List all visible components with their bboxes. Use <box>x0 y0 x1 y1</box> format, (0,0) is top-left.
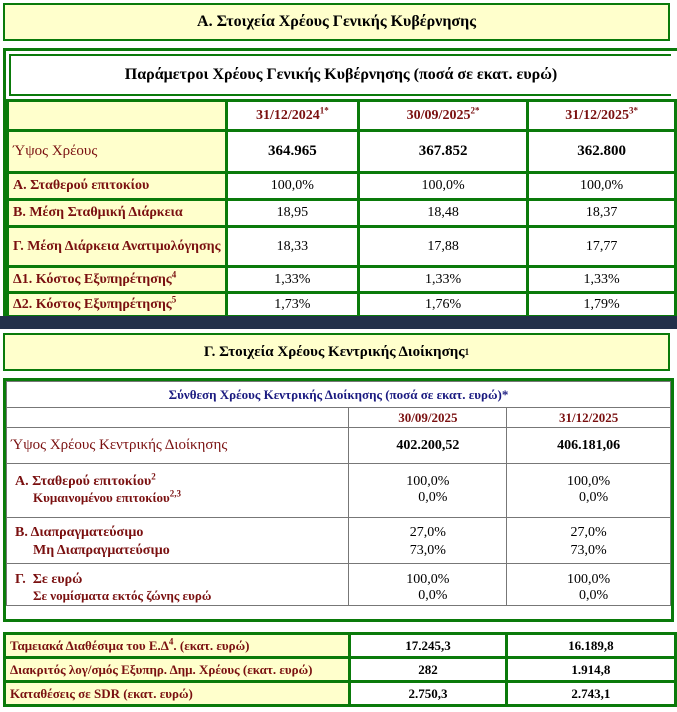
row-label: Ταμειακά Διαθέσιμα του $E.\Delta^4$. (εκατ. ευρώ) <box>5 634 350 658</box>
table-row <box>7 464 671 518</box>
general-government-table-title <box>9 54 671 96</box>
value-cell: 18,95 <box>226 200 358 227</box>
table-header-row <box>8 101 676 131</box>
value-cell: 17,88 <box>358 227 527 267</box>
value-cell: 27,0% 73,0% <box>349 518 507 564</box>
value-cell: 27,0% 73,0% <box>507 518 671 564</box>
value-cell: 364.965 <box>226 131 358 173</box>
table-row <box>8 131 676 173</box>
row-label: Ύψος Χρέους Κεντρικής Διοίκησης <box>7 428 349 464</box>
central-administration-debt-panel <box>3 378 674 622</box>
table-caption-row <box>7 382 671 408</box>
value-cell: 367.852 <box>358 131 527 173</box>
row-label: Καταθέσεις σε SDR (εκατ. ευρώ) <box>5 682 350 706</box>
value-cell: 1,79% <box>528 293 676 317</box>
central-administration-debt-table <box>6 381 671 606</box>
value-cell: 2.750,3 <box>350 682 506 706</box>
value-cell: 100,0% <box>528 173 676 200</box>
table-row <box>8 293 676 317</box>
section-a-title <box>3 3 670 41</box>
column-header-2: 31/12/2025 <box>507 408 671 428</box>
table-row <box>7 564 671 606</box>
header-empty-cell <box>7 408 349 428</box>
value-cell: 100,0% 0,0% <box>349 464 507 518</box>
column-header-1: $31/12/2024^{1*}$ <box>226 101 358 131</box>
general-government-table-title-text: Παράμετροι Χρέους Γενικής Κυβέρνησης (ποσά σε εκατ. ευρώ) <box>124 66 558 83</box>
table-row <box>8 227 676 267</box>
value-cell: 100,0% 0,0% <box>349 564 507 606</box>
value-cell: 1,33% <box>226 267 358 293</box>
column-header-3: $31/12/2025^{3*}$ <box>528 101 676 131</box>
row-label: Ύψος Χρέους <box>8 131 227 173</box>
table-row <box>5 682 676 706</box>
row-label: Α. Σταθερού επιτοκίου <box>8 173 227 200</box>
row-label: Β. Μέση Σταθμική Διάρκεια <box>8 200 227 227</box>
row-label: Διακριτός λογ/σμός Εξυπηρ. Δημ. Χρέους (εκατ. ευρώ) <box>5 658 350 682</box>
row-label: Γ. Μέση Διάρκεια Ανατιμολόγησης <box>8 227 227 267</box>
column-header-1: 30/09/2025 <box>349 408 507 428</box>
value-cell: 1,33% <box>528 267 676 293</box>
general-government-debt-table <box>6 99 677 318</box>
value-cell: 1.914,8 <box>506 658 675 682</box>
table-header-row <box>7 408 671 428</box>
general-government-debt-panel <box>3 48 677 316</box>
row-label: Δ1. Κόστος Εξυπηρέτησης$^4$ <box>8 267 227 293</box>
value-cell: 16.189,8 <box>506 634 675 658</box>
value-cell: 282 <box>350 658 506 682</box>
row-label: Β. Διαπραγματεύσιμο Μη Διαπραγματεύσιμο <box>7 518 349 564</box>
value-cell: 402.200,52 <box>349 428 507 464</box>
table-row <box>8 267 676 293</box>
value-cell: 406.181,06 <box>507 428 671 464</box>
value-cell: 17,77 <box>528 227 676 267</box>
value-cell: 17.245,3 <box>350 634 506 658</box>
value-cell: 1,73% <box>226 293 358 317</box>
section-a-title-text: Α. Στοιχεία Χρέους Γενικής Κυβέρνησης <box>197 13 476 30</box>
value-cell: 100,0% 0,0% <box>507 564 671 606</box>
value-cell: 362.800 <box>528 131 676 173</box>
value-cell: 100,0% <box>226 173 358 200</box>
value-cell: 18,33 <box>226 227 358 267</box>
row-label: Γ. Σε ευρώ Σε νομίσματα εκτός ζώνης ευρώ <box>7 564 349 606</box>
header-empty-cell <box>8 101 227 131</box>
value-cell: 100,0% <box>358 173 527 200</box>
row-label: Δ2. Κόστος Εξυπηρέτησης$^5$ <box>8 293 227 317</box>
section-g-title-text: Γ. Στοιχεία Χρέους Κεντρικής Διοίκησης <box>203 343 465 360</box>
cash-reserves-table <box>3 632 677 707</box>
table-row <box>5 634 676 658</box>
column-header-2: $30/09/2025^{2*}$ <box>358 101 527 131</box>
central-administration-table-title: Σύνθεση Χρέους Κεντρικής Διοίκησης (ποσά σε εκατ. ευρώ)* <box>7 382 671 408</box>
value-cell: 1,33% <box>358 267 527 293</box>
table-row <box>7 428 671 464</box>
section-g-title: Γ. Στοιχεία Χρέους Κεντρικής Διοίκησης 1 <box>3 333 670 371</box>
value-cell: 2.743,1 <box>506 682 675 706</box>
value-cell: 1,76% <box>358 293 527 317</box>
table-row <box>8 173 676 200</box>
value-cell: 18,37 <box>528 200 676 227</box>
section-divider <box>0 316 677 329</box>
value-cell: 18,48 <box>358 200 527 227</box>
table-row <box>7 518 671 564</box>
value-cell: 100,0% 0,0% <box>507 464 671 518</box>
table-row <box>5 658 676 682</box>
table-row <box>8 200 676 227</box>
row-label: Α. Σταθερού επιτοκίου$^2$ Κυμαινομένου επιτοκίου$^{2,3}$ <box>7 464 349 518</box>
